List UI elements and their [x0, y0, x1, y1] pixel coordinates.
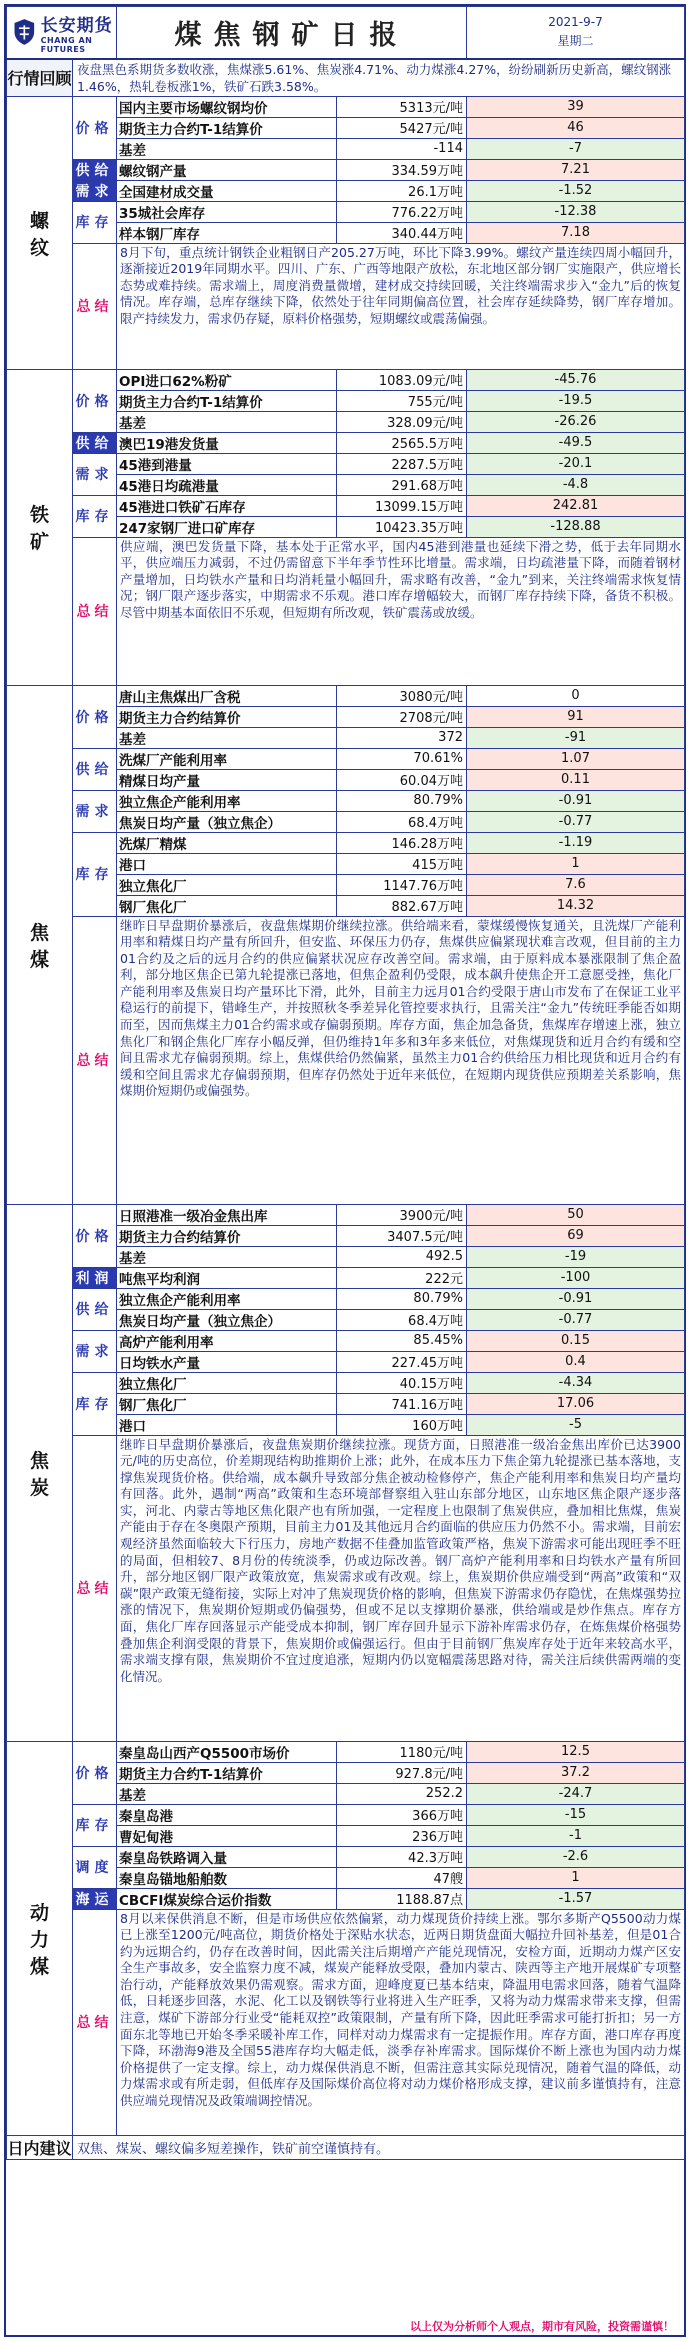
summary-label: 总结: [73, 916, 117, 1204]
indicator-label: 高炉产能利用率: [117, 1330, 337, 1351]
disclaimer-footer: 以上仅为分析师个人观点，期市有风险，投资需谨慎！: [410, 2320, 674, 2333]
indicator-label: 钢厂焦化厂: [117, 1393, 337, 1414]
category-label: 供给: [73, 432, 117, 453]
category-label: 供给: [73, 159, 117, 180]
indicator-change: 69: [467, 1225, 685, 1246]
indicator-label: 45港日均疏港量: [117, 474, 337, 495]
data-row: [7, 1330, 685, 1351]
indicator-change: 242.81: [467, 495, 685, 516]
indicator-change: 1: [467, 1867, 685, 1888]
data-row: [7, 832, 685, 853]
indicator-value: 60.04万吨: [337, 769, 467, 790]
indicator-change: 39: [467, 96, 685, 117]
indicator-label: 洗煤厂精煤: [117, 832, 337, 853]
indicator-label: 吨焦平均利润: [117, 1267, 337, 1288]
summary-label: 总结: [73, 243, 117, 369]
indicator-value: 70.61%: [337, 748, 467, 769]
data-row: [7, 495, 685, 516]
indicator-value: 3900元/吨: [337, 1204, 467, 1225]
category-label: 价格: [73, 369, 117, 432]
data-row: [7, 1267, 685, 1288]
indicator-value: 776.22万吨: [337, 201, 467, 222]
data-row: [7, 369, 685, 390]
data-row: [7, 790, 685, 811]
indicator-change: 7.6: [467, 874, 685, 895]
indicator-change: -26.26: [467, 411, 685, 432]
indicator-value: 1188.87点: [337, 1888, 467, 1909]
category-label: 需求: [73, 180, 117, 201]
indicator-change: 14.32: [467, 895, 685, 916]
category-label: 需求: [73, 790, 117, 832]
indicator-label: 秦皇岛铁路调入量: [117, 1846, 337, 1867]
data-row: [7, 748, 685, 769]
indicator-value: 227.45万吨: [337, 1351, 467, 1372]
indicator-value: 2708元/吨: [337, 706, 467, 727]
market-review-label: 行情回顾: [7, 59, 73, 97]
indicator-label: 35城社会库存: [117, 201, 337, 222]
indicator-label: 秦皇岛港: [117, 1804, 337, 1825]
indicator-change: 91: [467, 706, 685, 727]
indicator-value: 252.2: [337, 1783, 467, 1804]
indicator-label: 全国建材成交量: [117, 180, 337, 201]
indicator-change: -0.91: [467, 1288, 685, 1309]
daily-report-sheet: [4, 4, 686, 2337]
indicator-value: 1083.09元/吨: [337, 369, 467, 390]
indicator-label: 日均铁水产量: [117, 1351, 337, 1372]
section-name: 铁矿: [7, 369, 73, 685]
indicator-value: 882.67万吨: [337, 895, 467, 916]
summary-text: 8月下旬，重点统计钢铁企业粗钢日产205.27万吨，环比下降3.99%。螺纹产量连续四周小幅回升，逐渐接近2019年同期水平。四川、广东、广西等地限产放松，东北地区部分钢厂实施限产，供应增长态势或难持续。需求端上，周度消费量微增，建材成交持续回暖，关注终端需求步入“金九”后的恢复情况。库存端，总库存继续下降，依然处于往年同期偏高位置，社会库存延续降势，钢厂库存增加。限产持续发力，需求仍存疑，原料价格强势，短期螺纹或震荡偏强。: [117, 243, 685, 369]
indicator-change: 50: [467, 1204, 685, 1225]
category-label: 价格: [73, 1741, 117, 1804]
indicator-value: 160万吨: [337, 1414, 467, 1435]
data-row: [7, 1288, 685, 1309]
category-label: 价格: [73, 96, 117, 159]
indicator-change: 1: [467, 853, 685, 874]
report-date-cell: [467, 7, 685, 59]
indicator-label: 澳巴19港发货量: [117, 432, 337, 453]
category-label: 价格: [73, 685, 117, 748]
indicator-change: -1: [467, 1825, 685, 1846]
company-logo: [7, 7, 117, 59]
category-label: 供给: [73, 1288, 117, 1330]
category-label: 库存: [73, 1804, 117, 1846]
indicator-value: 80.79%: [337, 790, 467, 811]
indicator-change: -1.52: [467, 180, 685, 201]
indicator-value: 42.3万吨: [337, 1846, 467, 1867]
intraday-advice-label: 日内建议: [7, 2135, 73, 2159]
indicator-change: -91: [467, 727, 685, 748]
indicator-change: 1.07: [467, 748, 685, 769]
data-row: [7, 1372, 685, 1393]
indicator-change: 46: [467, 117, 685, 138]
category-label: 海运: [73, 1888, 117, 1909]
summary-label: 总结: [73, 537, 117, 685]
indicator-value: 492.5: [337, 1246, 467, 1267]
market-review-row: [7, 59, 685, 97]
summary-row: [7, 1909, 685, 2135]
section-name: 螺纹: [7, 96, 73, 369]
indicator-label: 焦炭日均产量（独立焦企）: [117, 1309, 337, 1330]
indicator-label: 独立焦企产能利用率: [117, 790, 337, 811]
indicator-label: 曹妃甸港: [117, 1825, 337, 1846]
summary-row: [7, 1435, 685, 1741]
indicator-value: 3407.5元/吨: [337, 1225, 467, 1246]
market-review-text: 夜盘黑色系期货多数收涨，焦煤涨5.61%、焦炭涨4.71%、动力煤涨4.27%，纷纷刷新历史新高，螺纹钢涨1.46%，热轧卷板涨1%，铁矿石跌3.58%。: [73, 59, 685, 97]
indicator-label: 期货主力合约T-1结算价: [117, 117, 337, 138]
indicator-change: -2.6: [467, 1846, 685, 1867]
indicator-label: 基差: [117, 411, 337, 432]
indicator-change: -20.1: [467, 453, 685, 474]
company-shield-icon: [13, 14, 36, 50]
indicator-value: 334.59万吨: [337, 159, 467, 180]
indicator-change: -7: [467, 138, 685, 159]
indicator-label: 期货主力合约T-1结算价: [117, 1762, 337, 1783]
intraday-advice-text: 双焦、煤炭、螺纹偏多短差操作，铁矿前空谨慎持有。: [73, 2135, 685, 2159]
summary-text: 继昨日早盘期价暴涨后，夜盘焦炭期价继续拉涨。现货方面，日照港准一级冶金焦出库价已达3900元/吨的历史高位，价差期现结构助推期价上涨；此外，在成本压力下焦企第九轮提涨已基本落地，支撑焦炭现货价格。供给端，成本飙升导致部分焦企被动检修停产，焦企产能利用率和焦炭日均产量均有回落。此外，遇制“两高”政策和生态环境部督察组入驻山东部分地区，山东地区焦企限产逐步落实，河北、内蒙古等地区焦化限产也有所加强，一定程度上也限制了焦炭供应，叠加相比焦煤，焦炭产能由于存在冬奥限产预期，目前主力01及其他远月合约面临的供应压力仍然不小。需求端，目前宏观经济虽然面临较大下行压力，房地产数据不佳叠加监管政策严格，焦炭下游需求可能出现旺季不旺的局面，但相较7、8月份的传统淡季，仍或边际改善。钢厂高炉产能利用率和日均铁水产量有所回升，部分地区钢厂限产政策放宽，焦炭需求或有改观。综上，焦炭期价供应端受到“两高”政策和“双碳”限产政策无缝衔接，实际上对冲了焦炭现货价格的影响，但焦炭下游需求仍存隐忧，在焦煤强势拉涨的情况下，焦炭期价短期或仍偏强势，但或不足以支撑期价暴涨，供给端或是炒作焦点。库存方面，焦化厂库存回落显示产能受成本抑制，钢厂库存回升显示下游补库需求仍存，在炼焦煤价格强势叠加焦企利润受限的背景下，焦炭期价或偏强运行。但由于目前钢厂焦炭库存处于近年来较高水平，需求端支撑有限，焦炭期价不宜过度追涨，短期内仍以宽幅震荡思路对待，需关注后续供需两端的变化情况。: [117, 1435, 685, 1741]
indicator-value: 328.09元/吨: [337, 411, 467, 432]
report-title: 煤焦钢矿日报: [117, 7, 467, 59]
summary-label: 总结: [73, 1909, 117, 2135]
indicator-value: 2565.5万吨: [337, 432, 467, 453]
indicator-label: 秦皇岛锚地船舶数: [117, 1867, 337, 1888]
indicator-change: -5: [467, 1414, 685, 1435]
data-row: [7, 685, 685, 706]
category-label: 价格: [73, 1204, 117, 1267]
indicator-label: 日照港准一级冶金焦出库: [117, 1204, 337, 1225]
indicator-label: 期货主力合约结算价: [117, 1225, 337, 1246]
indicator-value: 47艘: [337, 1867, 467, 1888]
indicator-change: -19.5: [467, 390, 685, 411]
indicator-change: 0.11: [467, 769, 685, 790]
data-row: [7, 96, 685, 117]
indicator-change: -0.77: [467, 1309, 685, 1330]
indicator-value: 340.44万吨: [337, 222, 467, 243]
data-row: [7, 1804, 685, 1825]
company-name-cn: 长安期货: [40, 15, 113, 36]
indicator-label: 期货主力合约T-1结算价: [117, 390, 337, 411]
indicator-value: 5313元/吨: [337, 96, 467, 117]
indicator-value: 222元: [337, 1267, 467, 1288]
indicator-label: 秦皇岛山西产Q5500市场价: [117, 1741, 337, 1762]
indicator-change: -15: [467, 1804, 685, 1825]
indicator-label: 基差: [117, 138, 337, 159]
summary-text: 继昨日早盘期价暴涨后，夜盘焦煤期价继续拉涨。供给端来看，蒙煤缓慢恢复通关，且洗煤厂产能利用率和精煤日均产量有所回升，但安监、环保压力仍存，焦煤供应偏紧现状难言改观，但目前的主力01合约及之后的远月合约的供应偏紧状况应存改善空间。需求端，由于原料成本暴涨限制了焦企盈利，部分地区焦企已第九轮提涨已落地，但焦企盈利仍受限，成本飙升使焦企开工意愿受挫，焦化厂产能利用率及焦炭日均产量环比下滑，此外，目前主力远月01合约受限于唐山市发布了在保证工业平稳运行的前提下，错峰生产，并按照秋冬季差异化管控要求执行，且需关注“金九”传统旺季能否如期而至，因而焦煤主力01合约需求或存偏弱预期。库存方面，焦企加急备货，焦煤库存增速上涨，独立焦化厂和钢企焦化厂库存小幅反弹，但仍维持1年多和3年多来低位，对焦煤现货和近月合约有缓和空间且需求尤存偏弱预期。综上，焦煤供给仍然偏紧，虽然主力01合约供给压力相比现货和近月合约有缓和空间且需求尤存偏弱预期，但库存仍然处于近年来低位，在短期内现货供应预期差关系影响，焦煤期价短期仍或偏强势。: [117, 916, 685, 1204]
indicator-label: 国内主要市场螺纹钢均价: [117, 96, 337, 117]
data-row: [7, 1741, 685, 1762]
category-label: 调度: [73, 1846, 117, 1888]
indicator-change: 0: [467, 685, 685, 706]
indicator-change: -100: [467, 1267, 685, 1288]
indicator-label: 港口: [117, 1414, 337, 1435]
indicator-label: 精煤日均产量: [117, 769, 337, 790]
indicator-value: -114: [337, 138, 467, 159]
indicator-label: 独立焦企产能利用率: [117, 1288, 337, 1309]
indicator-change: -12.38: [467, 201, 685, 222]
indicator-change: -19: [467, 1246, 685, 1267]
indicator-label: 期货主力合约结算价: [117, 706, 337, 727]
summary-label: 总结: [73, 1435, 117, 1741]
indicator-value: 68.4万吨: [337, 811, 467, 832]
data-row: [7, 1204, 685, 1225]
indicator-value: 415万吨: [337, 853, 467, 874]
indicator-value: 291.68万吨: [337, 474, 467, 495]
indicator-label: 基差: [117, 1246, 337, 1267]
summary-text: 8月以来保供消息不断，但是市场供应依然偏紧，动力煤现货价持续上涨。鄂尔多斯产Q5500动力煤已上涨至1200元/吨高位，期货价格处于深贴水状态，近两日期货盘面大幅拉升回补基差，但是01合约为远期合约，仍存在改善时间，因此需关注后期增产产能兑现情况，安检方面，近期动力煤产区安全生产事故多，安全监察力度不减，煤炭产能释放受限，叠加内蒙古、陕西等主产地开展煤矿专项整治行动，产能释放效果仍需观察。需求方面，迎峰度夏已基本结束，降温用电需求回落，随着气温降低，日耗逐步回落，水泥、化工以及钢铁等行业将进入生产旺季，又将为动力煤需求带来支撑，但需注意，煤矿下游部分行业受“能耗双控”政策限制，产量有所下降，因此旺季需求可能打折扣；另一方面东北等地已开始冬季采暖补库工作，同样对动力煤需求有一定提振作用。库存方面，港口库存再度下降，环渤海9港及全国55港库存均大幅走低，淡季存补库需求。国际煤价不断上涨也为国内动力煤价格提供了一定支撑。综上，动力煤保供消息不断，但需注意其实际兑现情况，随着气温的降低，动力煤需求或有所走弱，但低库存及国际煤价高位将对动力煤价格形成支撑，建议前多谨慎持有，注意供应端兑现情况及政策端调控情况。: [117, 1909, 685, 2135]
indicator-value: 1147.76万吨: [337, 874, 467, 895]
indicator-label: 样本钢厂库存: [117, 222, 337, 243]
indicator-label: 独立焦化厂: [117, 874, 337, 895]
indicator-label: 247家钢厂进口矿库存: [117, 516, 337, 537]
data-row: [7, 201, 685, 222]
category-label: 需求: [73, 453, 117, 495]
summary-row: [7, 916, 685, 1204]
indicator-change: 0.15: [467, 1330, 685, 1351]
data-row: [7, 1846, 685, 1867]
indicator-label: 港口: [117, 853, 337, 874]
indicator-value: 40.15万吨: [337, 1372, 467, 1393]
category-label: 库存: [73, 201, 117, 243]
indicator-change: 37.2: [467, 1762, 685, 1783]
category-label: 库存: [73, 1372, 117, 1435]
indicator-value: 236万吨: [337, 1825, 467, 1846]
indicator-label: 螺纹钢产量: [117, 159, 337, 180]
indicator-change: -0.77: [467, 811, 685, 832]
indicator-change: -45.76: [467, 369, 685, 390]
indicator-change: 12.5: [467, 1741, 685, 1762]
report-weekday: 星期二: [557, 34, 594, 49]
indicator-change: -0.91: [467, 790, 685, 811]
indicator-label: 洗煤厂产能利用率: [117, 748, 337, 769]
indicator-change: 0.4: [467, 1351, 685, 1372]
intraday-advice-row: [7, 2135, 685, 2159]
indicator-value: 2287.5万吨: [337, 453, 467, 474]
report-header: [7, 7, 685, 59]
company-name-en: CHANG AN FUTURES: [40, 35, 93, 54]
indicator-change: -1.57: [467, 1888, 685, 1909]
indicator-label: 45港到港量: [117, 453, 337, 474]
indicator-value: 1180元/吨: [337, 1741, 467, 1762]
indicator-value: 68.4万吨: [337, 1309, 467, 1330]
indicator-label: 45港进口铁矿石库存: [117, 495, 337, 516]
indicator-value: 13099.15万吨: [337, 495, 467, 516]
section-name: 焦炭: [7, 1204, 73, 1741]
category-label: 需求: [73, 1330, 117, 1372]
indicator-label: 基差: [117, 727, 337, 748]
indicator-value: 146.28万吨: [337, 832, 467, 853]
indicator-label: 基差: [117, 1783, 337, 1804]
indicator-label: 焦炭日均产量（独立焦企）: [117, 811, 337, 832]
indicator-label: 独立焦化厂: [117, 1372, 337, 1393]
indicator-value: 80.79%: [337, 1288, 467, 1309]
summary-row: [7, 243, 685, 369]
data-row: [7, 1888, 685, 1909]
category-label: 库存: [73, 832, 117, 916]
indicator-value: 85.45%: [337, 1330, 467, 1351]
summary-row: [7, 537, 685, 685]
indicator-change: -128.88: [467, 516, 685, 537]
indicator-change: -24.7: [467, 1783, 685, 1804]
indicator-value: 372: [337, 727, 467, 748]
category-label: 库存: [73, 495, 117, 537]
data-row: [7, 180, 685, 201]
indicator-label: OPI进口62%粉矿: [117, 369, 337, 390]
indicator-change: 17.06: [467, 1393, 685, 1414]
data-row: [7, 159, 685, 180]
section-name: 焦煤: [7, 685, 73, 1204]
data-row: [7, 453, 685, 474]
indicator-change: -1.19: [467, 832, 685, 853]
indicator-label: 钢厂焦化厂: [117, 895, 337, 916]
indicator-value: 755元/吨: [337, 390, 467, 411]
indicator-value: 5427元/吨: [337, 117, 467, 138]
indicator-value: 26.1万吨: [337, 180, 467, 201]
indicator-change: -4.8: [467, 474, 685, 495]
indicator-value: 10423.35万吨: [337, 516, 467, 537]
section-name: 动力煤: [7, 1741, 73, 2135]
indicator-label: CBCFI煤炭综合运价指数: [117, 1888, 337, 1909]
indicator-change: 7.21: [467, 159, 685, 180]
indicator-value: 3080元/吨: [337, 685, 467, 706]
report-date: 2021-9-7: [548, 15, 603, 30]
indicator-change: -49.5: [467, 432, 685, 453]
report-table: [6, 6, 685, 2160]
indicator-change: 7.18: [467, 222, 685, 243]
indicator-value: 927.8元/吨: [337, 1762, 467, 1783]
data-row: [7, 432, 685, 453]
indicator-value: 366万吨: [337, 1804, 467, 1825]
summary-text: 供应端，澳巴发货量下降，基本处于正常水平，国内45港到港量也延续下滑之势，低于去年同期水平，供应端压力减弱，不过仍需留意下半年季节性环比增量。需求端，日均疏港量下降，而随着钢材产量增加，日均铁水产量和日均消耗量小幅回升，需求略有改善，“金九”到来，关注终端需求恢复情况；钢厂限产逐步落实，中期需求不乐观。港口库存增幅较大，而钢厂库存持续下降，备货不积极。尽管中期基本面依旧不乐观，但短期有所改观，铁矿震荡或放缓。: [117, 537, 685, 685]
category-label: 利润: [73, 1267, 117, 1288]
category-label: 供给: [73, 748, 117, 790]
indicator-change: -4.34: [467, 1372, 685, 1393]
indicator-label: 唐山主焦煤出厂含税: [117, 685, 337, 706]
indicator-value: 741.16万吨: [337, 1393, 467, 1414]
